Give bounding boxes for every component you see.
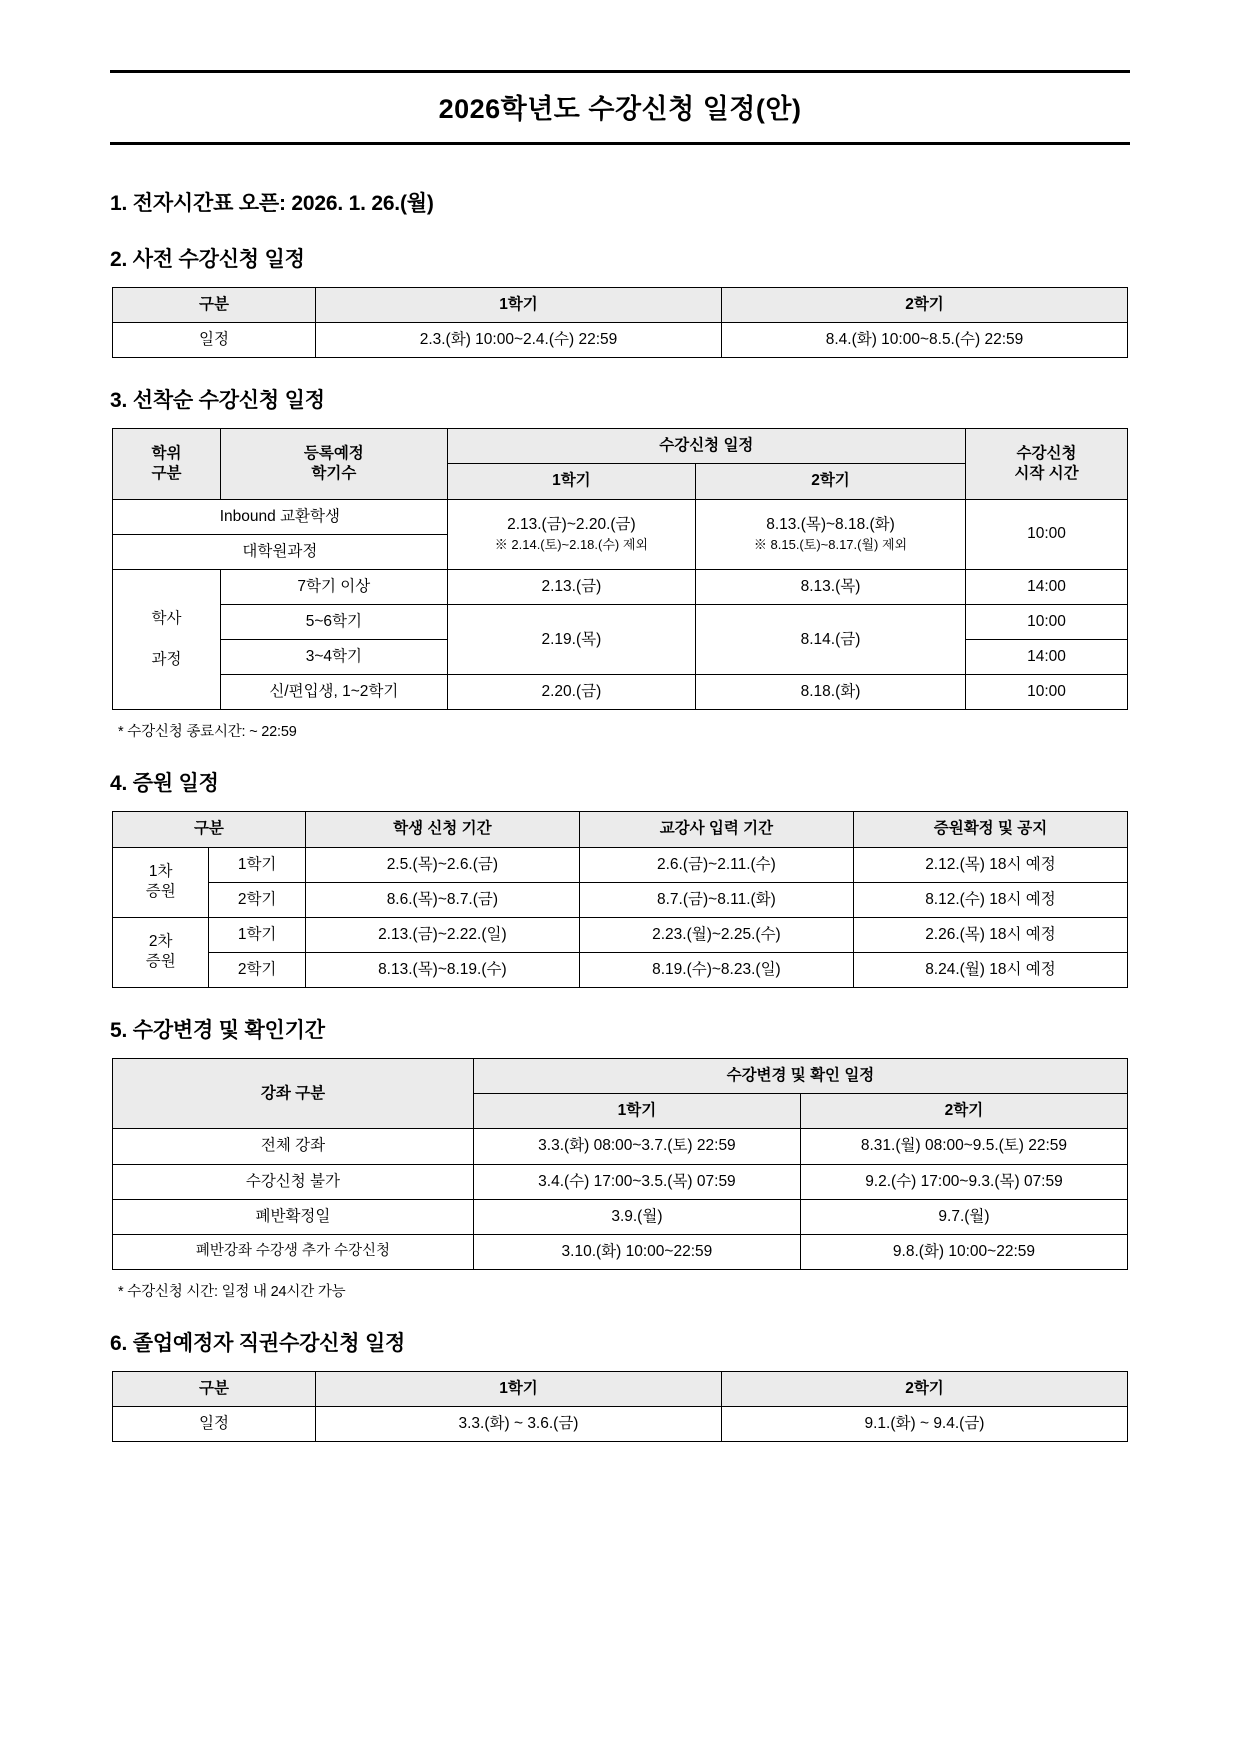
section-3-note: * 수강신청 종료시간: ~ 22:59: [118, 724, 297, 741]
col-header-degree: 학위 구분: [113, 429, 221, 499]
col-header-planned-terms: 등록예정 학기수: [220, 429, 447, 499]
table-header-row: [113, 1371, 1128, 1406]
row-label-graduate: 대학원과정: [113, 534, 448, 569]
col-header-student-period: 학생 신청 기간: [305, 812, 579, 847]
cell-semester-1-inbound: 2.13.(금)~2.20.(금) ※ 2.14.(토)~2.18.(수) 제외: [447, 499, 695, 569]
title-block: [110, 70, 1130, 145]
row-label: 폐반확정일: [113, 1199, 474, 1234]
cell-start-time: 14:00: [965, 640, 1127, 675]
col-header-course-category: 강좌 구분: [113, 1059, 474, 1129]
row-label-inbound: Inbound 교환학생: [113, 499, 448, 534]
cell-start-time: 14:00: [965, 569, 1127, 604]
cell-start-time-inbound: 10:00: [965, 499, 1127, 569]
section-3-heading: 3. 선착순 수강신청 일정: [110, 389, 325, 413]
cell-semester-1: 2.13.(금): [447, 569, 695, 604]
col-header-semester-2: 2학기: [800, 1094, 1127, 1129]
row-label: 전체 강좌: [113, 1129, 474, 1164]
cell-term: 신/편입생, 1~2학기: [220, 675, 447, 710]
section-6-table-wrap: [110, 1371, 1130, 1442]
pre-registration-table: [112, 287, 1128, 358]
cell-semester-1: 2.19.(목): [447, 604, 695, 674]
cell-student-period: 2.5.(목)~2.6.(금): [305, 847, 579, 882]
section-5-heading: 5. 수강변경 및 확인기간: [110, 1019, 325, 1043]
col-header-semester-1: 1학기: [315, 288, 721, 323]
section-3-table-wrap: [110, 428, 1130, 710]
cell-semester-1: 3.3.(화) ~ 3.6.(금): [315, 1407, 721, 1442]
table-row: [113, 1129, 1128, 1164]
cell-semester-1: 2.20.(금): [447, 675, 695, 710]
cell-semester-2: 8.14.(금): [696, 604, 966, 674]
table-header-row: [113, 429, 1128, 464]
table-row-bachelor-2: [113, 604, 1128, 639]
table-row: [113, 882, 1128, 917]
cell-note-semester-2: ※ 8.15.(토)~8.17.(월) 제외: [753, 536, 908, 552]
page-title: 2026학년도 수강신청 일정(안): [438, 94, 802, 124]
cell-start-time: 10:00: [965, 675, 1127, 710]
row-label: 일정: [113, 323, 316, 358]
section-5-note: * 수강신청 시간: 일정 내 24시간 가능: [118, 1283, 346, 1300]
section-4-heading: 4. 증원 일정: [110, 772, 219, 796]
cell-semester: 2학기: [209, 882, 305, 917]
cell-semester: 1학기: [209, 917, 305, 952]
col-header-schedule: 수강신청 일정: [447, 429, 965, 464]
cell-semester: 1학기: [209, 847, 305, 882]
table-row: [113, 952, 1128, 987]
table-row: [113, 1199, 1128, 1234]
section-5-table-wrap: [110, 1058, 1130, 1270]
section-6-heading: 6. 졸업예정자 직권수강신청 일정: [110, 1331, 406, 1355]
cell-confirm-notice: 2.26.(목) 18시 예정: [853, 917, 1127, 952]
cell-instructor-period: 8.7.(금)~8.11.(화): [579, 882, 853, 917]
table-header-row: [113, 288, 1128, 323]
table-row-bachelor-1: [113, 569, 1128, 604]
cell-term: 7학기 이상: [220, 569, 447, 604]
cell-semester-2: 9.7.(월): [800, 1199, 1127, 1234]
cell-term: 3~4학기: [220, 640, 447, 675]
cell-semester-2: 9.2.(수) 17:00~9.3.(목) 07:59: [800, 1164, 1127, 1199]
cell-instructor-period: 8.19.(수)~8.23.(일): [579, 952, 853, 987]
row-label: 일정: [113, 1407, 316, 1442]
cell-semester-1: 3.3.(화) 08:00~3.7.(토) 22:59: [473, 1129, 800, 1164]
cell-semester-1: 3.9.(월): [473, 1199, 800, 1234]
cell-semester-2: 9.8.(화) 10:00~22:59: [800, 1234, 1127, 1269]
table-header-row: [113, 1059, 1128, 1094]
cell-student-period: 2.13.(금)~2.22.(일): [305, 917, 579, 952]
col-header-category: 구분: [113, 288, 316, 323]
cell-semester: 2학기: [209, 952, 305, 987]
section-1-heading: 1. 전자시간표 오픈: 2026. 1. 26.(월): [110, 192, 434, 215]
cell-semester-2: 8.31.(월) 08:00~9.5.(토) 22:59: [800, 1129, 1127, 1164]
cell-instructor-period: 2.23.(월)~2.25.(수): [579, 917, 853, 952]
cell-confirm-notice: 8.24.(월) 18시 예정: [853, 952, 1127, 987]
cell-semester-2-inbound: 8.13.(목)~8.18.(화) ※ 8.15.(토)~8.17.(월) 제외: [696, 499, 966, 569]
cell-instructor-period: 2.6.(금)~2.11.(수): [579, 847, 853, 882]
cell-student-period: 8.13.(목)~8.19.(수): [305, 952, 579, 987]
col-header-semester-1: 1학기: [315, 1371, 721, 1406]
col-header-category: 구분: [113, 1371, 316, 1406]
col-header-start-time: 수강신청 시작 시간: [965, 429, 1127, 499]
col-header-instructor-period: 교강사 입력 기간: [579, 812, 853, 847]
cell-semester-2: 8.4.(화) 10:00~8.5.(수) 22:59: [721, 323, 1127, 358]
col-header-semester-2: 2학기: [721, 288, 1127, 323]
table-row: [113, 917, 1128, 952]
cell-start-time: 10:00: [965, 604, 1127, 639]
cell-confirm-notice: 2.12.(목) 18시 예정: [853, 847, 1127, 882]
cell-semester-2: 9.1.(화) ~ 9.4.(금): [721, 1407, 1127, 1442]
row-label: 폐반강좌 수강생 추가 수강신청: [113, 1234, 474, 1269]
section-4-table-wrap: [110, 811, 1130, 988]
col-header-semester-1: 1학기: [447, 464, 695, 499]
cell-semester-2: 8.13.(목): [696, 569, 966, 604]
cell-term: 5~6학기: [220, 604, 447, 639]
row-label-bachelor: 학사 과정: [113, 569, 221, 710]
table-row-bachelor-4: [113, 675, 1128, 710]
section-2-table-wrap: [110, 287, 1130, 358]
table-row: [113, 1407, 1128, 1442]
col-header-change-schedule: 수강변경 및 확인 일정: [473, 1059, 1127, 1094]
cell-confirm-notice: 8.12.(수) 18시 예정: [853, 882, 1127, 917]
row-label-group-1: 1차 증원: [113, 847, 209, 917]
section-2-heading: 2. 사전 수강신청 일정: [110, 248, 305, 271]
table-row: [113, 1234, 1128, 1269]
table-row: [113, 323, 1128, 358]
course-change-table: [112, 1058, 1128, 1270]
cell-semester-1: 3.10.(화) 10:00~22:59: [473, 1234, 800, 1269]
table-row: [113, 1164, 1128, 1199]
first-come-registration-table: [112, 428, 1128, 710]
col-header-confirm-notice: 증원확정 및 공지: [853, 812, 1127, 847]
quota-increase-table: [112, 811, 1128, 988]
graduation-registration-table: [112, 1371, 1128, 1442]
col-header-semester-1: 1학기: [473, 1094, 800, 1129]
cell-semester-1: 3.4.(수) 17:00~3.5.(목) 07:59: [473, 1164, 800, 1199]
row-label: 수강신청 불가: [113, 1164, 474, 1199]
cell-semester-2: 8.18.(화): [696, 675, 966, 710]
table-header-row: [113, 812, 1128, 847]
row-label-group-2: 2차 증원: [113, 917, 209, 987]
cell-note-semester-1: ※ 2.14.(토)~2.18.(수) 제외: [494, 536, 648, 552]
table-row-inbound: [113, 499, 1128, 534]
table-row: [113, 847, 1128, 882]
col-header-semester-2: 2학기: [721, 1371, 1127, 1406]
col-header-semester-2: 2학기: [696, 464, 966, 499]
cell-student-period: 8.6.(목)~8.7.(금): [305, 882, 579, 917]
cell-semester-1: 2.3.(화) 10:00~2.4.(수) 22:59: [315, 323, 721, 358]
col-header-category: 구분: [113, 812, 306, 847]
